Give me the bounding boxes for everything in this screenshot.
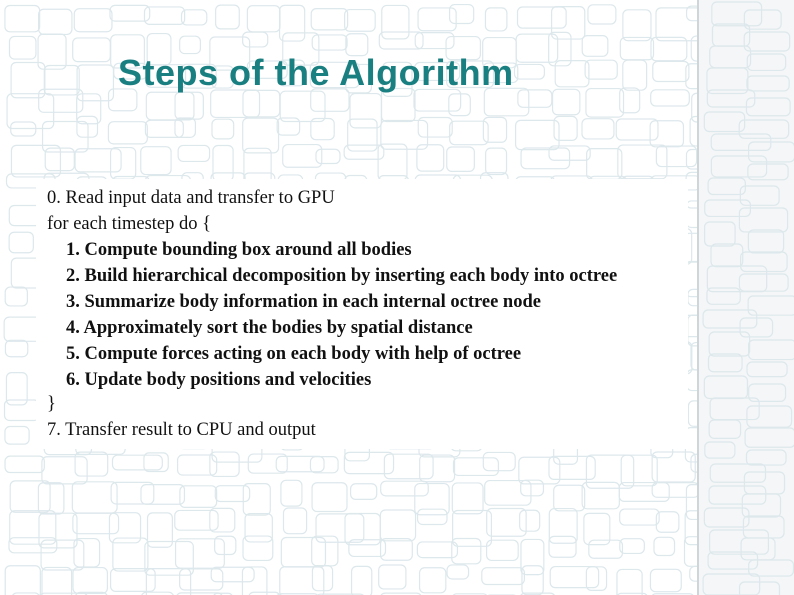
pattern-shape bbox=[418, 509, 447, 524]
pattern-shape bbox=[180, 486, 217, 508]
pattern-shape bbox=[707, 288, 740, 304]
pattern-shape bbox=[653, 61, 689, 81]
pattern-shape bbox=[283, 508, 306, 534]
pattern-shape bbox=[453, 458, 498, 476]
algorithm-line-7: 7. Transfer result to CPU and output bbox=[47, 420, 316, 440]
pattern-shape bbox=[518, 90, 552, 107]
pattern-shape bbox=[522, 566, 543, 595]
pattern-shape bbox=[521, 539, 544, 574]
pattern-shape bbox=[146, 92, 194, 120]
pattern-shape bbox=[380, 510, 415, 541]
pattern-shape bbox=[178, 145, 209, 161]
pattern-shape bbox=[141, 147, 171, 175]
pattern-shape bbox=[747, 76, 789, 91]
pattern-shape bbox=[710, 464, 765, 482]
pattern-shape bbox=[618, 145, 667, 179]
pattern-shape bbox=[312, 566, 332, 591]
pattern-shape bbox=[144, 7, 184, 24]
pattern-shape bbox=[485, 8, 506, 31]
pattern-shape bbox=[5, 5, 40, 31]
pattern-shape bbox=[348, 119, 377, 151]
pattern-shape bbox=[42, 457, 87, 484]
pattern-shape bbox=[5, 340, 27, 356]
pattern-shape bbox=[244, 148, 271, 183]
pattern-shape bbox=[276, 456, 324, 471]
pattern-shape bbox=[585, 60, 617, 79]
pattern-shape bbox=[77, 116, 98, 137]
decorative-side-band bbox=[697, 0, 794, 595]
pattern-shape bbox=[110, 5, 150, 21]
pattern-shape bbox=[520, 510, 540, 531]
pattern-shape bbox=[5, 566, 40, 595]
pattern-shape bbox=[243, 484, 270, 515]
pattern-shape bbox=[108, 122, 147, 144]
pattern-shape bbox=[746, 450, 786, 465]
pattern-shape bbox=[552, 7, 585, 39]
pattern-shape bbox=[452, 538, 481, 563]
pattern-shape bbox=[521, 480, 544, 496]
pattern-shape bbox=[705, 222, 735, 246]
pattern-shape bbox=[384, 454, 433, 479]
pattern-shape bbox=[452, 483, 483, 514]
pattern-shape bbox=[44, 65, 79, 94]
pattern-shape bbox=[516, 120, 559, 149]
pattern-shape bbox=[247, 6, 280, 32]
pattern-shape bbox=[215, 486, 249, 502]
pattern-shape bbox=[749, 384, 786, 401]
pattern-shape bbox=[549, 536, 576, 557]
pattern-shape bbox=[521, 148, 569, 169]
pattern-shape bbox=[703, 574, 759, 595]
pattern-shape bbox=[210, 508, 235, 532]
pattern-shape bbox=[175, 92, 203, 119]
pattern-shape bbox=[243, 32, 268, 47]
pattern-shape bbox=[447, 147, 475, 171]
pattern-shape bbox=[620, 509, 659, 525]
pattern-shape bbox=[447, 565, 469, 579]
pattern-shape bbox=[141, 485, 184, 505]
pattern-shape bbox=[42, 567, 72, 595]
pattern-shape bbox=[739, 120, 788, 138]
pattern-shape bbox=[709, 420, 740, 438]
pattern-shape bbox=[450, 121, 488, 144]
pattern-shape bbox=[39, 9, 72, 34]
pattern-shape bbox=[705, 442, 735, 458]
pattern-shape bbox=[747, 406, 792, 427]
pattern-shape bbox=[450, 5, 474, 24]
pattern-shape bbox=[707, 90, 754, 107]
pattern-shape bbox=[73, 38, 111, 62]
pattern-shape bbox=[453, 510, 492, 546]
pattern-shape bbox=[711, 156, 766, 177]
pattern-shape bbox=[73, 513, 119, 533]
pattern-shape bbox=[10, 511, 56, 544]
pattern-shape bbox=[420, 568, 446, 593]
pattern-shape bbox=[9, 232, 33, 253]
step-2: 2. Build hierarchical decomposition by inserting each body into octree bbox=[66, 266, 618, 286]
pattern-shape bbox=[554, 116, 577, 140]
pattern-shape bbox=[483, 117, 506, 142]
pattern-shape bbox=[582, 119, 614, 139]
pattern-shape bbox=[739, 208, 787, 232]
pattern-shape bbox=[111, 148, 136, 180]
pattern-shape bbox=[710, 46, 751, 68]
pattern-shape bbox=[550, 567, 598, 588]
pattern-shape bbox=[650, 569, 681, 591]
pattern-shape bbox=[582, 36, 608, 57]
pattern-shape bbox=[710, 530, 769, 554]
pattern-shape bbox=[351, 484, 377, 500]
pattern-shape bbox=[74, 539, 100, 567]
pattern-shape bbox=[216, 5, 240, 29]
pattern-shape bbox=[553, 89, 580, 114]
pattern-shape bbox=[418, 8, 456, 31]
pattern-shape bbox=[654, 537, 675, 555]
pattern-shape bbox=[708, 354, 742, 372]
pattern-shape bbox=[749, 340, 794, 360]
pattern-shape bbox=[449, 94, 471, 116]
step-5: 5. Compute forces acting on each body with help of octree bbox=[66, 344, 522, 364]
pattern-shape bbox=[586, 89, 624, 118]
pattern-shape bbox=[704, 376, 747, 398]
pattern-shape bbox=[74, 9, 112, 32]
pattern-shape bbox=[178, 455, 217, 475]
pattern-shape bbox=[712, 2, 762, 26]
pattern-shape bbox=[746, 98, 790, 116]
pattern-shape bbox=[516, 34, 558, 62]
pattern-shape bbox=[518, 7, 567, 28]
pattern-shape bbox=[7, 94, 54, 129]
pattern-shape bbox=[617, 569, 642, 595]
pattern-shape bbox=[38, 483, 64, 514]
pattern-shape bbox=[711, 244, 743, 267]
pattern-shape bbox=[514, 64, 544, 79]
pattern-shape bbox=[38, 34, 66, 69]
pattern-shape bbox=[482, 568, 525, 585]
pattern-shape bbox=[180, 36, 201, 53]
pattern-shape bbox=[5, 456, 44, 472]
pattern-shape bbox=[75, 452, 108, 476]
pattern-shape bbox=[145, 120, 183, 137]
pattern-shape bbox=[739, 274, 788, 291]
pattern-shape bbox=[243, 118, 279, 153]
pattern-shape bbox=[10, 481, 50, 512]
pattern-shape bbox=[213, 145, 233, 181]
step-1: 1. Compute bounding box around all bodies bbox=[66, 240, 412, 260]
pattern-shape bbox=[748, 296, 794, 315]
pattern-shape bbox=[748, 230, 783, 253]
pattern-shape bbox=[112, 455, 162, 470]
pattern-shape bbox=[747, 54, 785, 70]
pattern-shape bbox=[483, 452, 515, 470]
pattern-shape bbox=[709, 486, 766, 504]
algorithm-box bbox=[36, 179, 688, 449]
pattern-shape bbox=[651, 90, 690, 106]
pattern-shape bbox=[182, 10, 207, 25]
step-3: 3. Summarize body information in each internal octree node bbox=[66, 292, 541, 312]
pattern-shape bbox=[212, 119, 234, 139]
pattern-shape bbox=[352, 566, 372, 595]
pattern-shape bbox=[555, 61, 589, 87]
pattern-shape bbox=[709, 332, 749, 356]
pattern-shape bbox=[652, 452, 695, 482]
pattern-shape bbox=[742, 494, 780, 517]
pattern-shape bbox=[311, 9, 347, 30]
pattern-shape bbox=[747, 362, 787, 377]
pattern-shape bbox=[5, 400, 40, 420]
pattern-shape bbox=[554, 485, 585, 511]
loop-open: for each timestep do { bbox=[47, 214, 212, 234]
pattern-shape bbox=[277, 118, 299, 135]
pattern-shape bbox=[280, 91, 325, 121]
pattern-shape bbox=[242, 567, 266, 595]
pattern-shape bbox=[243, 536, 273, 560]
pattern-shape bbox=[382, 5, 409, 38]
pattern-shape bbox=[211, 90, 260, 117]
pattern-shape bbox=[5, 287, 27, 306]
pattern-shape bbox=[111, 569, 156, 592]
pattern-shape bbox=[623, 60, 647, 90]
pattern-shape bbox=[650, 121, 683, 147]
pattern-shape bbox=[704, 112, 744, 131]
slide-title: Steps of the Algorithm bbox=[118, 52, 514, 93]
pattern-shape bbox=[623, 10, 651, 41]
loop-close: } bbox=[47, 394, 56, 414]
pattern-shape bbox=[420, 455, 455, 482]
pattern-shape bbox=[620, 539, 645, 554]
pattern-shape bbox=[549, 456, 595, 479]
pattern-shape bbox=[744, 472, 784, 494]
step-4: 4. Approximately sort the bodies by spatial distance bbox=[66, 318, 473, 338]
pattern-shape bbox=[745, 428, 794, 447]
pattern-shape bbox=[740, 186, 779, 205]
pattern-shape bbox=[175, 510, 218, 530]
algorithm-line-0: 0. Read input data and transfer to GPU bbox=[47, 188, 335, 208]
pattern-shape bbox=[379, 565, 406, 589]
pattern-shape bbox=[243, 90, 280, 116]
pattern-shape bbox=[39, 513, 77, 548]
pattern-shape bbox=[5, 427, 29, 445]
pattern-shape bbox=[312, 35, 347, 50]
pattern-shape bbox=[73, 568, 107, 594]
pattern-shape bbox=[588, 5, 616, 24]
pattern-shape bbox=[9, 36, 35, 59]
pattern-shape bbox=[744, 32, 789, 51]
pattern-shape bbox=[312, 483, 347, 512]
pattern-shape bbox=[586, 455, 633, 488]
pattern-shape bbox=[175, 118, 195, 137]
pattern-shape bbox=[180, 569, 223, 590]
step-6: 6. Update body positions and velocities bbox=[66, 370, 372, 390]
pattern-shape bbox=[549, 509, 577, 544]
pattern-shape bbox=[486, 148, 507, 174]
pattern-shape bbox=[415, 33, 454, 49]
pattern-shape bbox=[245, 514, 272, 542]
pattern-shape bbox=[589, 540, 623, 558]
pattern-shape bbox=[316, 149, 340, 163]
pattern-shape bbox=[11, 145, 60, 177]
pattern-shape bbox=[587, 149, 622, 180]
pattern-shape bbox=[345, 10, 376, 32]
pattern-shape bbox=[741, 252, 787, 272]
side-band-pattern bbox=[699, 0, 794, 595]
pattern-shape bbox=[281, 480, 302, 506]
pattern-shape bbox=[72, 482, 117, 513]
